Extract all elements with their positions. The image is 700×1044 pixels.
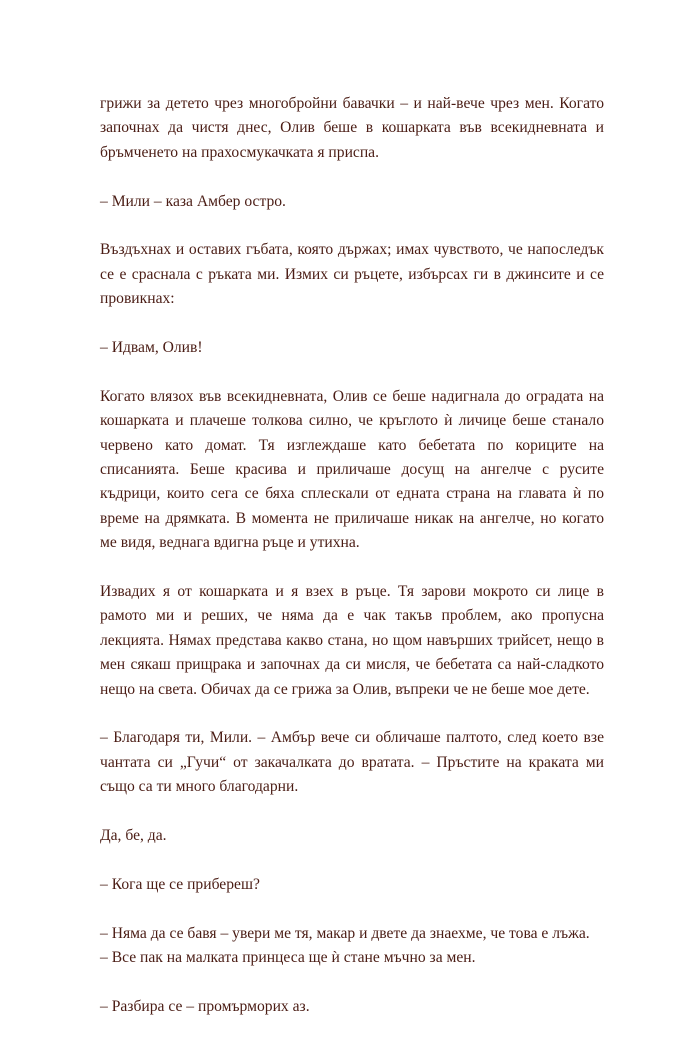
paragraph-12: – Разбира се – промърморих аз. (100, 997, 310, 1015)
paragraph-8: Да, бе, да. (100, 827, 167, 845)
paragraph-11: – Все пак на малката принцеса ще ѝ стане мъчно за мен. (100, 949, 476, 967)
paragraph-6: Извадих я от кошарката и я взех в ръце. Тя зарови мокрото си лице в рамото ми и реших, че няма да е чак такъв проблем, ако пропусна лекцията. Нямах представа какво стана, но щом навърших трийсет, нещо в мен сякаш прищрака и започнах да си мисля, че бебетата са най-сладкото нещо на света. Обичах да се грижа за Олив, въпреки че не беше мое дете. (100, 583, 604, 698)
paragraph-10: – Няма да се бавя – увери ме тя, макар и двете да знаехме, че това е лъжа. (100, 924, 590, 942)
paragraph-2: – Мили – каза Амбер остро. (100, 192, 286, 210)
text-body (100, 92, 604, 1044)
paragraph-3: Въздъхнах и оставих гъбата, която държах; имах чувството, че напоследък се е сраснала с ръката ми. Измих си ръцете, избърсах ги в джинсите и се провикнах: (100, 241, 604, 308)
paragraph-9: – Кога ще се прибереш? (100, 875, 260, 893)
paragraph-7: – Благодаря ти, Мили. – Амбър вече си обличаше палтото, след което взе чантата си „Гучи“ от закачалката до вратата. – Пръстите на краката ми също са ти много благодарни. (100, 729, 604, 796)
paragraph-1: грижи за детето чрез многобройни бавачки – и най-вече чрез мен. Когато започнах да чистя днес, Олив беше в кошарката във всекидневната и бръмченето на прахосмукачката я приспа. (100, 95, 604, 161)
paragraph-5: Когато влязох във всекидневната, Олив се беше надигнала до оградата на кошарката и плачеше толкова силно, че кръглото ѝ личице беше станало червено като домат. Тя изглеждаше като бебетата по кориците на списанията. Беше красива и приличаше досущ на ангелче с русите къдрици, които сега се бяха сплескали от едната страна на главата ѝ по време на дрямката. В момента не приличаше никак на ангелче, но когато ме видя, веднага вдигна ръце и утихна. (100, 387, 604, 552)
paragraph-4: – Идвам, Олив! (100, 339, 203, 357)
